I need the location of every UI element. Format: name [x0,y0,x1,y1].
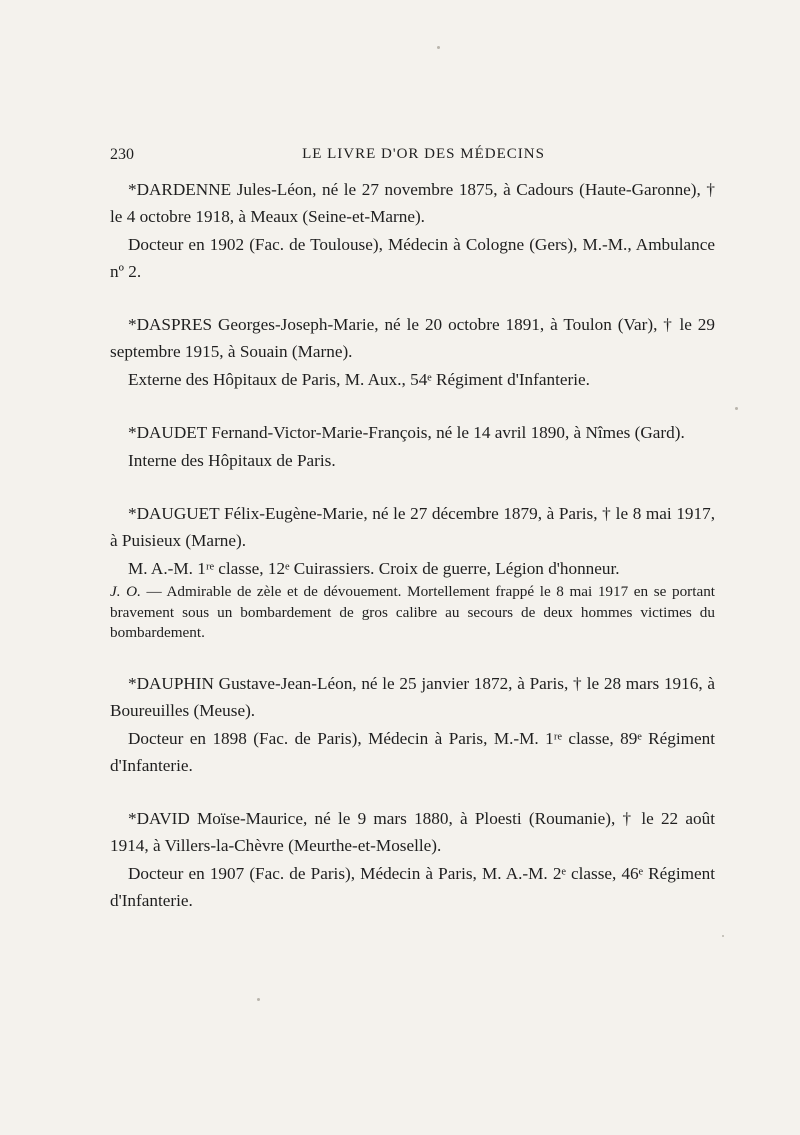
page-number: 230 [110,146,134,163]
entry-head: *DASPRES Georges-Joseph-Marie, né le 20 octobre 1891, à Toulon (Var), † le 29 septembre 1915, à Souain (Marne). [110,315,715,361]
entry-detail: Docteur en 1902 (Fac. de Toulouse), Médecin à Cologne (Gers), M.-M., Ambulance nº 2. [110,235,715,281]
running-title: LE LIVRE D'OR DES MÉDECINS [302,146,545,162]
running-head [110,146,715,163]
entry-david [110,805,715,914]
citation-source: J. O. [110,583,141,600]
citation-text: — Admirable de zèle et de dévouement. Mortellement frappé le 8 mai 1917 en se portant bravement sous un bombardement de gros calibre au secours de deux hommes victimes du bombardement. [110,583,716,641]
paper-speck [735,407,738,410]
paper-speck [437,46,440,49]
entry-head: *DAVID Moïse-Maurice, né le 9 mars 1880, à Ploesti (Roumanie), † le 22 août 1914, à Villers-la-Chèvre (Meurthe-et-Moselle). [110,808,715,855]
citation-note [110,582,715,644]
entry-head: *DAUGUET Félix-Eugène-Marie, né le 27 décembre 1879, à Paris, † le 8 mai 1917, à Puisieux (Marne). [110,504,715,550]
entry-detail: M. A.-M. 1ʳᵉ classe, 12ᵉ Cuirassiers. Croix de guerre, Légion d'honneur. [128,559,620,578]
entry-dauguet [110,500,715,644]
entry-detail: Docteur en 1898 (Fac. de Paris), Médecin à Paris, M.-M. 1ʳᵉ classe, 89ᵉ Régiment d'Infanterie. [110,728,715,775]
paper-speck [257,998,260,1001]
entry-dardenne [110,176,715,285]
paper-speck [722,935,724,937]
entry-head: *DAUPHIN Gustave-Jean-Léon, né le 25 janvier 1872, à Paris, † le 28 mars 1916, à Boureuilles (Meuse). [110,673,715,720]
entry-detail: Externe des Hôpitaux de Paris, M. Aux., 54ᵉ Régiment d'Infanterie. [128,370,590,389]
entry-dauphin [110,670,715,779]
entry-head: *DAUDET Fernand-Victor-Marie-François, né le 14 avril 1890, à Nîmes (Gard). [128,423,685,442]
entry-head: *DARDENNE Jules-Léon, né le 27 novembre 1875, à Cadours (Haute-Garonne), † le 4 octobre 1918, à Meaux (Seine-et-Marne). [110,180,715,226]
page-body [110,176,715,940]
entry-detail: Interne des Hôpitaux de Paris. [128,451,336,470]
entry-daudet [110,419,715,474]
entry-detail: Docteur en 1907 (Fac. de Paris), Médecin à Paris, M. A.-M. 2ᵉ classe, 46ᵉ Régiment d'Infanterie. [110,863,715,910]
entry-daspres [110,311,715,393]
